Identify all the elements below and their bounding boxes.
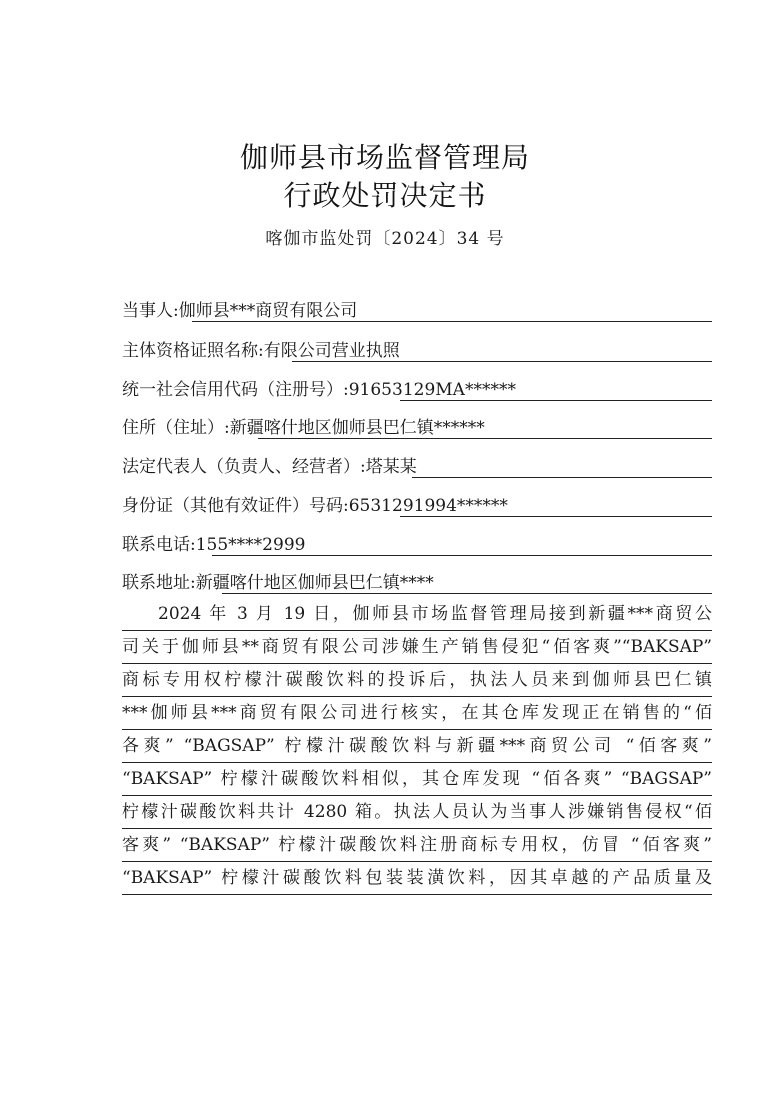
field-license-name: [122, 336, 712, 364]
field-value: 有限公司营业执照: [263, 341, 400, 361]
field-legal-representative: [122, 452, 712, 480]
text-line: “BAKSAP” 柠檬汁碳酸饮料相似，其仓库发现 “佰各爽” “BAGSAP”: [122, 763, 712, 796]
field-label: 住所（住址）:: [122, 418, 230, 438]
underline: [400, 400, 712, 401]
underline: [192, 321, 712, 322]
text-line: 各爽” “BAGSAP” 柠檬汁碳酸饮料与新疆***商贸公司 “佰客爽”: [122, 730, 712, 763]
underline: [292, 361, 712, 362]
text-line: 柠檬汁碳酸饮料共计 4280 箱。执法人员认为当事人涉嫌销售侵权“佰: [122, 796, 712, 829]
field-label: 联系地址:: [122, 573, 196, 593]
field-contact-address: [122, 568, 712, 596]
field-label: 主体资格证照名称:: [122, 341, 264, 361]
field-value: 6531291994******: [348, 496, 508, 516]
text-line: ***伽师县***商贸有限公司进行核实，在其仓库发现正在销售的“佰: [122, 697, 712, 730]
text-line: 司关于伽师县**商贸有限公司涉嫌生产销售侵犯“佰客爽”“BAKSAP”: [122, 631, 712, 664]
field-value: 伽师县***商贸有限公司: [178, 301, 358, 321]
text-line: 2024 年 3 月 19 日，伽师县市场监督管理局接到新疆***商贸公: [122, 598, 712, 631]
case-description: [122, 598, 712, 895]
field-value: 塔某某: [365, 457, 417, 477]
underline: [258, 438, 712, 439]
field-label: 法定代表人（负责人、经营者）:: [122, 457, 366, 477]
field-id-number: [122, 491, 712, 519]
underline: [212, 555, 712, 556]
text-line: “BAKSAP” 柠檬汁碳酸饮料包装装潢饮料，因其卓越的产品质量及: [122, 862, 712, 895]
underline: [222, 593, 712, 594]
underline: [412, 477, 712, 478]
field-label: 统一社会信用代码（注册号）:: [122, 380, 349, 400]
field-value: 91653129MA******: [348, 380, 516, 400]
text-line: 商标专用权柠檬汁碳酸饮料的投诉后，执法人员来到伽师县巴仁镇: [122, 664, 712, 697]
field-credit-code: [122, 375, 712, 403]
field-label: 当事人:: [122, 301, 179, 321]
field-value: 新疆喀什地区伽师县巴仁镇****: [195, 573, 434, 593]
field-party: [122, 296, 712, 324]
field-label: 联系电话:: [122, 535, 196, 555]
field-value: 155****2999: [195, 535, 306, 555]
document-number: 喀伽市监处罚〔2024〕34 号: [265, 229, 505, 249]
field-value: 新疆喀什地区伽师县巴仁镇******: [229, 418, 485, 438]
authority-title: 伽师县市场监督管理局: [239, 141, 530, 174]
document-title: 行政处罚决定书: [283, 179, 487, 212]
underline: [400, 516, 712, 517]
field-label: 身份证（其他有效证件）号码:: [122, 496, 349, 516]
text-line: 客爽” “BAKSAP” 柠檬汁碳酸饮料注册商标专用权，仿冒 “佰客爽”: [122, 829, 712, 862]
field-address: [122, 413, 712, 441]
field-phone: [122, 530, 712, 558]
